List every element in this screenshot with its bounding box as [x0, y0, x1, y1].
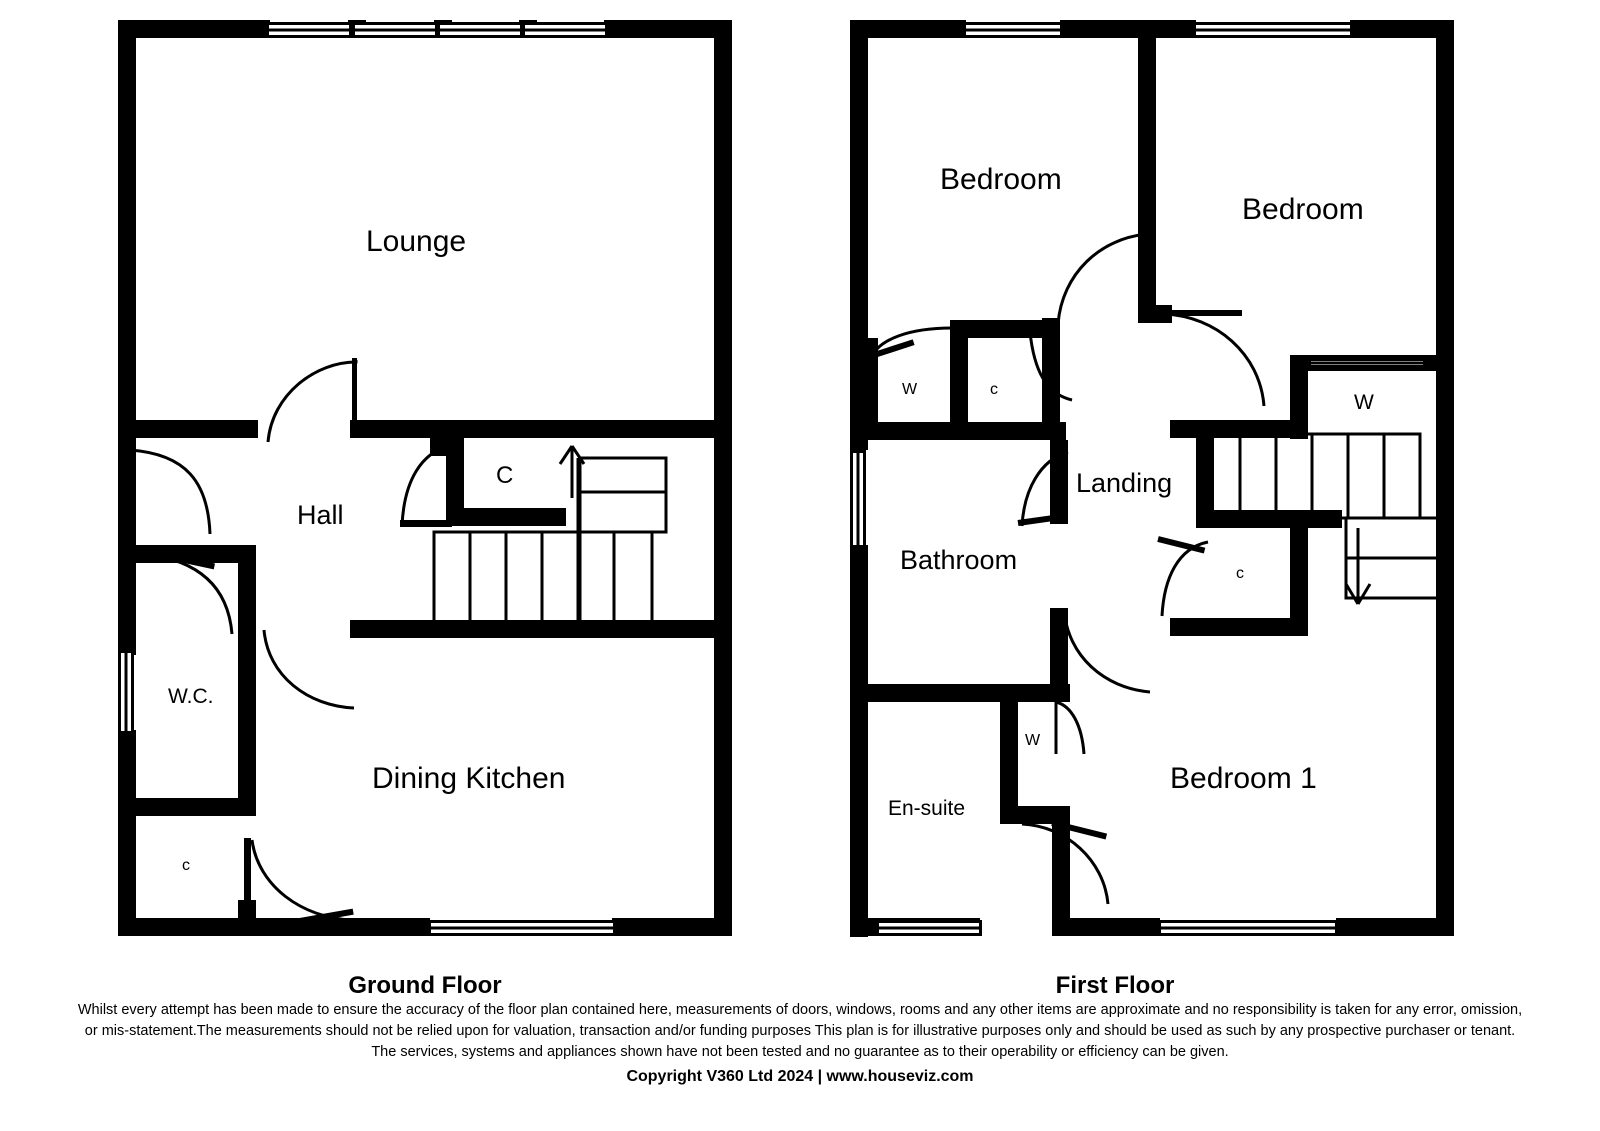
- room-label-cupboard-stairs: c: [1236, 565, 1244, 582]
- room-label-ensuite: En-suite: [888, 797, 966, 820]
- wall: [118, 20, 136, 438]
- window: [1158, 920, 1338, 936]
- window: [352, 22, 438, 38]
- door: [1020, 820, 1110, 906]
- room-label-bedroom-right: Bedroom: [1242, 193, 1364, 226]
- room-label-dining-kitchen: Dining Kitchen: [372, 762, 566, 795]
- room-label-wardrobe-right: W: [1354, 391, 1374, 414]
- window: [850, 450, 866, 548]
- wall: [604, 20, 732, 38]
- window: [1308, 358, 1426, 368]
- window: [1193, 22, 1353, 38]
- wall: [714, 20, 732, 936]
- wall: [850, 545, 868, 937]
- window: [437, 22, 523, 38]
- door: [142, 546, 234, 636]
- room-label-wc: W.C.: [168, 685, 214, 708]
- room-label-cupboard-small: c: [182, 857, 190, 874]
- window: [522, 22, 608, 38]
- room-label-wardrobe-left: W: [902, 381, 918, 398]
- wall: [1060, 20, 1196, 38]
- wall: [1060, 918, 1160, 936]
- staircase: [420, 436, 668, 626]
- door: [1160, 310, 1266, 408]
- door: [260, 628, 356, 712]
- wall: [860, 422, 1066, 440]
- window: [876, 920, 982, 936]
- wall: [118, 420, 258, 438]
- wall: [612, 918, 732, 936]
- window: [963, 22, 1063, 38]
- wall: [238, 628, 256, 816]
- door: [266, 358, 358, 444]
- wall: [118, 20, 270, 38]
- copyright-notice: Copyright V360 Ltd 2024 | www.houseviz.com: [626, 1068, 974, 1085]
- room-label-cupboard-left: c: [990, 381, 998, 398]
- room-label-cupboard-stairs: C: [496, 462, 514, 489]
- disclaimer-line-3: The services, systems and appliances shown have not been tested and no guarantee as to their operability or efficiency can be given.: [371, 1044, 1229, 1060]
- window: [118, 650, 134, 734]
- first-floor-title: First Floor: [1055, 972, 1175, 999]
- wall: [1336, 918, 1454, 936]
- wall: [118, 545, 136, 655]
- disclaimer-line-2: or mis-statement.The measurements should not be relied upon for valuation, transaction and/or funding purposes This plan is for illustrative purposes only and should be used as such by any prospective purchaser or tenant.: [84, 1023, 1516, 1039]
- room-label-bathroom: Bathroom: [900, 545, 1018, 575]
- door: [1060, 608, 1152, 694]
- door: [244, 838, 354, 924]
- room-label-wardrobe-ensuite: W: [1025, 732, 1041, 749]
- door: [1052, 700, 1086, 756]
- door: [1018, 448, 1070, 528]
- wall: [136, 798, 256, 816]
- ground-floor-plan: [0, 0, 760, 999]
- door: [1056, 230, 1152, 326]
- ground-floor-title: Ground Floor: [348, 972, 502, 999]
- door: [868, 326, 954, 362]
- window: [266, 22, 352, 38]
- wall: [118, 730, 136, 936]
- door: [126, 448, 212, 536]
- room-label-landing: Landing: [1076, 468, 1173, 498]
- room-label-bedroom-left: Bedroom: [940, 163, 1062, 196]
- disclaimer-line-1: Whilst every attempt has been made to ensure the accuracy of the floor plan contained here, measurements of doors, windows, rooms and any other items are approximate and no responsibility is taken for any error, omission,: [77, 1002, 1523, 1018]
- room-label-lounge: Lounge: [366, 225, 467, 258]
- room-label-bedroom-1: Bedroom 1: [1170, 762, 1317, 795]
- staircase: [1190, 424, 1450, 640]
- room-label-hall: Hall: [297, 500, 344, 530]
- wall: [1000, 684, 1018, 824]
- window: [428, 920, 616, 936]
- first-floor-plan: [760, 0, 1600, 999]
- door: [1026, 330, 1074, 402]
